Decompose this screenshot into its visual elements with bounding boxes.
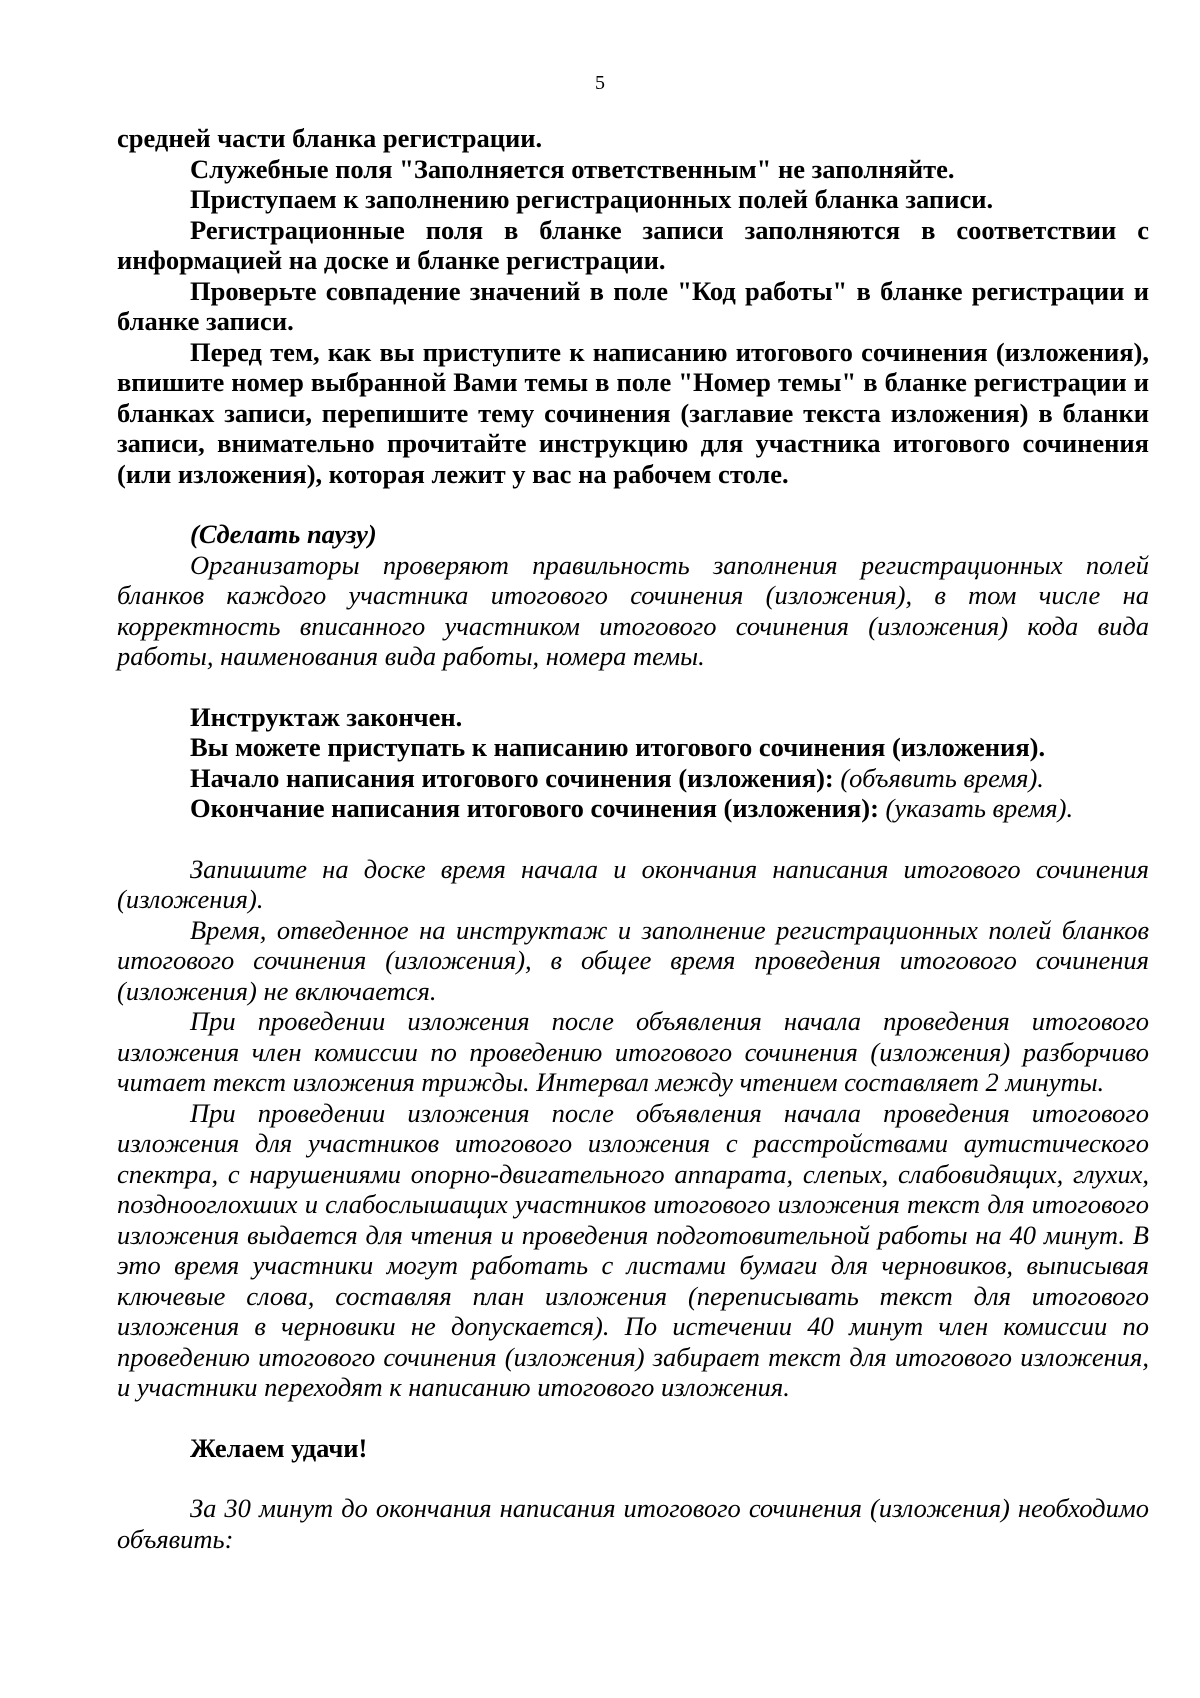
paragraph-check-code: Проверьте совпадение значений в поле "Код работы" в бланке регистрации и бланке записи. (117, 275, 1149, 336)
page-content (117, 123, 1149, 1554)
paragraph-registration-fields: Приступаем к заполнению регистрационных полей бланка записи. (190, 184, 994, 214)
spacer (117, 824, 1149, 854)
pause-title: (Сделать паузу) (190, 519, 377, 549)
instruction-done: Инструктаж закончен. (190, 701, 463, 732)
note-special-participants: При проведении изложения после объявления начала проведения итогового изложения для участников итогового изложения с расстройствами аутистического спектра, с нарушениями опорно-двигательного аппарата, слепых, слабовидящих, глухих, позднооглохших и слабослышащих участников итогового изложения текст для итогового изложения выдается для чтения и проведения подготовительной работы на 40 минут. В это время участники могут работать с листами бумаги для черновиков, выписывая ключевые слова, составляя план изложения (переписывать текст для итогового изложения в черновики не допускается). По истечении 40 минут член комиссии по проведению итогового сочинения (изложения) забирает текст для итогового изложения, и участники переходят к написанию итогового изложения. (117, 1097, 1149, 1402)
note-read-thrice: При проведении изложения после объявления начала проведения итогового изложения член комиссии по проведению итогового сочинения (изложения) разборчиво читает текст изложения трижды. Интервал между чтением составляет 2 минуты. (117, 1006, 1149, 1097)
start-time-note: (объявить время). (840, 762, 1044, 793)
spacer (117, 1403, 1149, 1433)
paragraph-service-fields: Служебные поля "Заполняется ответственным" не заполняйте. (190, 153, 955, 184)
instruction-start-time (117, 763, 1149, 794)
spacer (117, 1463, 1149, 1493)
end-time-note: (указать время). (885, 793, 1074, 823)
note-board-time: Запишите на доске время начала и окончания написания итогового сочинения (изложения). (117, 853, 1149, 914)
page-number: 5 (595, 72, 605, 94)
paragraph-before-writing: Перед тем, как вы приступите к написанию итогового сочинения (изложения), впишите номер выбранной Вами темы в поле "Номер темы" в бланке регистрации и бланках записи, перепишите тему сочинения (заглавие текста изложения) в бланки записи, внимательно прочитайте инструкцию для участника итогового сочинения (или изложения), которая лежит у вас на рабочем столе. (117, 336, 1149, 489)
end-time-label: Окончание написания итогового сочинения (изложения): (190, 793, 879, 823)
good-luck: Желаем удачи! (190, 1432, 368, 1463)
instruction-start-writing: Вы можете приступать к написанию итогового сочинения (изложения). (190, 732, 1046, 762)
note-time-excluded: Время, отведенное на инструктаж и заполнение регистрационных полей бланков итогового сочинения (изложения), в общее время проведения итогового сочинения (изложения) не включается. (117, 914, 1149, 1006)
pause-text: Организаторы проверяют правильность заполнения регистрационных полей бланков каждого участника итогового сочинения (изложения), в том числе на корректность вписанного участником итогового сочинения (изложения) кода вида работы, наименования вида работы, номера темы. (117, 549, 1149, 671)
spacer (117, 489, 1149, 519)
spacer (117, 672, 1149, 702)
paragraph-fill-according: Регистрационные поля в бланке записи заполняются в соответствии с информацией на доске и бланке регистрации. (117, 214, 1149, 275)
instruction-end-time (117, 793, 1149, 824)
start-time-label: Начало написания итогового сочинения (изложения): (190, 762, 834, 793)
paragraph-continuation: средней части бланка регистрации. (117, 123, 543, 153)
final-announcement: За 30 минут до окончания написания итогового сочинения (изложения) необходимо объявить: (117, 1493, 1149, 1554)
